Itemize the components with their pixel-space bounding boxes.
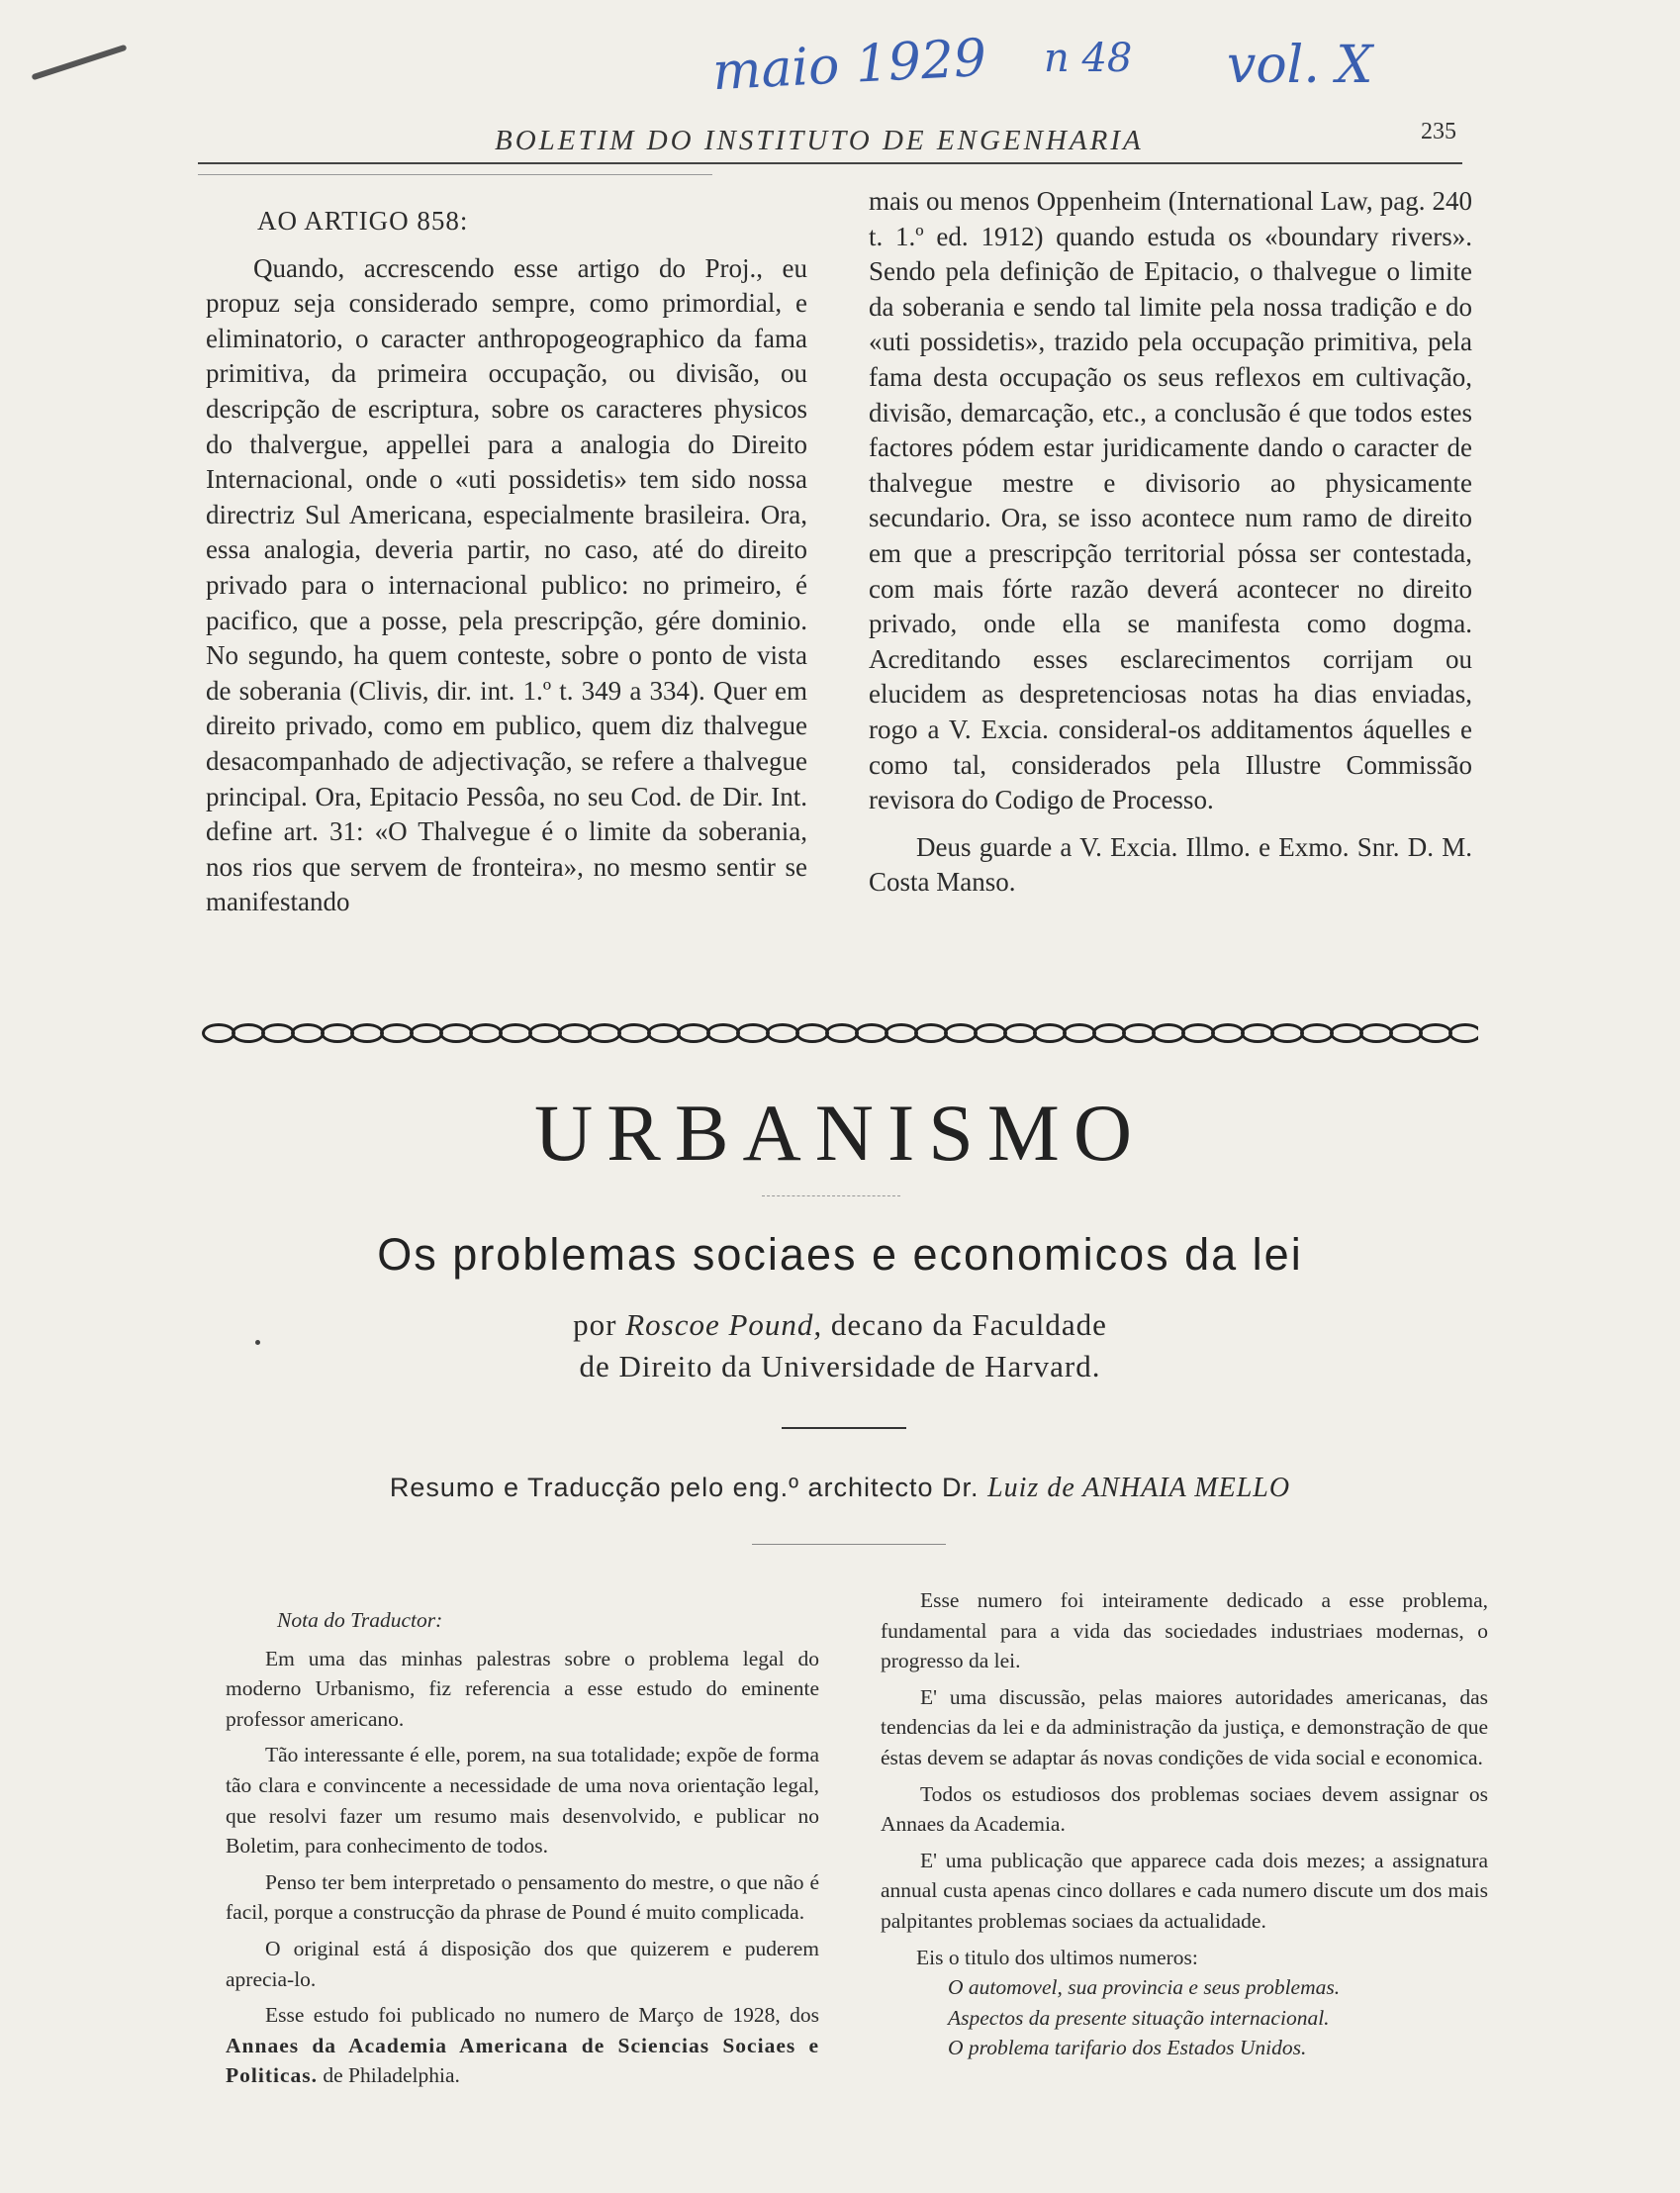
chain-link [1122,1023,1156,1043]
chain-link [1152,1023,1185,1043]
chain-link [291,1023,325,1043]
chain-link [1389,1023,1423,1043]
handwritten-issue-number: n 48 [1044,36,1133,81]
short-rule [782,1427,906,1429]
chain-link [914,1023,948,1043]
chain-link [350,1023,384,1043]
handwritten-volume: vol. X [1227,36,1373,95]
chain-link [321,1023,354,1043]
chain-link [1330,1023,1363,1043]
top-right-column [869,184,1472,901]
chain-link [588,1023,621,1043]
handwritten-annotation [712,28,1425,107]
chain-link [558,1023,592,1043]
article-heading: AO ARTIGO 858: [257,206,469,236]
top-left-column [206,204,807,920]
chain-link [1300,1023,1334,1043]
chain-link [1419,1023,1452,1043]
byline-line-2: de Direito da Universidade de Harvard. [579,1349,1101,1383]
running-title: BOLETIM DO INSTITUTO DE ENGENHARIA [495,125,1144,156]
translator-prefix: Resumo e Traducção pelo eng.º architecto Dr. [389,1473,980,1502]
paragraph: Em uma das minhas palestras sobre o problema legal do moderno Urbanismo, fiz referencia a esse estudo do eminente professor americano. [226,1646,819,1731]
chain-link [380,1023,414,1043]
chain-link [499,1023,532,1043]
pen-mark [32,45,128,81]
bottom-right-column [881,1585,1488,2063]
print-speck [255,1340,260,1345]
chain-link [439,1023,473,1043]
translator-name: Luiz de ANHAIA MELLO [987,1473,1291,1503]
chain-link [202,1023,235,1043]
chain-link [261,1023,295,1043]
byline-affiliation: decano da Faculdade [830,1307,1107,1342]
chain-link [1092,1023,1126,1043]
issue-title: O automovel, sua provincia e seus problemas. [948,1975,1341,2000]
chain-link [706,1023,740,1043]
byline [0,1304,1680,1387]
chain-link [1063,1023,1096,1043]
chain-link [885,1023,918,1043]
paragraph: O original está á disposição dos que quizerem e puderem aprecia-lo. [226,1936,819,1991]
chain-link [528,1023,562,1043]
paragraph-text: de Philadelphia. [323,2063,460,2088]
chain-link [944,1023,978,1043]
chain-link [617,1023,651,1043]
paragraph: Quando, accrescendo esse artigo do Proj., eu propuz seja considerado sempre, como primordial, e eliminatorio, o caracter anthropogeographico da fama primitiva, da primeira occupação, ou divisão, ou descripção de escriptura, sobre os caracteres physicos do thalvergue, appellei para a analogia do Direito Internacional, onde o «uti possidetis» tem sido nossa directriz Sul Americana, especialmente brasileira. Ora, essa analogia, deveria partir, no caso, até do direito privado para o internacional publico: no primeiro, é pacifico, que a posse, pela prescripção, gére dominio. No segundo, ha quem conteste, sobre o ponto de vista de soberania (Clivis, dir. int. 1.º t. 349 a 334). Quer em direito privado, como em publico, quem diz thalvegue desacompanhado de adjectivação, se refere a thalvegue principal. Ora, Epitacio Pessôa, no seu Cod. de Dir. Int. define art. 31: «O Thalvegue é o limite da soberania, nos rios que servem de fronteira», no mesmo sentir se manifestando [206,252,807,917]
paragraph [226,2000,819,2091]
header-divider [198,174,712,175]
paragraph: Penso ter bem interpretado o pensamento do mestre, o que não é facil, porque a construcção da phrase de Pound é muito complicada. [226,1869,819,1925]
chain-link [1448,1023,1478,1043]
page-number: 235 [1421,119,1456,144]
chain-link [410,1023,443,1043]
issue-titles-list [881,1972,1488,2063]
paragraph: E' uma discussão, pelas maiores autoridades americanas, das tendencias da lei e da administração da justiça, e demonstração de que éstas devem se adaptar ás novas condições de vida social e economica. [881,1684,1488,1769]
titles-intro: Eis o titulo dos ultimos numeros: [916,1945,1198,1969]
chain-link [647,1023,681,1043]
issue-title: O problema tarifario dos Estados Unidos. [948,2036,1307,2060]
translator-credit [0,1473,1680,1504]
paragraph: Todos os estudiosos dos problemas sociaes devem assignar os Annaes da Academia. [881,1781,1488,1837]
paragraph: Esse numero foi inteiramente dedicado a esse problema, fundamental para a vida das sociedades industriaes modernas, o progresso da lei. [881,1588,1488,1673]
chain-link [677,1023,710,1043]
chain-link [1241,1023,1274,1043]
bottom-left-column [226,1605,819,2091]
byline-line-1 [0,1304,1680,1346]
paragraph-text: Esse estudo foi publicado no numero de Março de 1928, dos [265,2003,819,2028]
chain-link [1033,1023,1067,1043]
chain-link [825,1023,859,1043]
issue-title: Aspectos da presente situação internacional. [948,2005,1330,2030]
chain-link [232,1023,265,1043]
running-header [198,117,1462,164]
paragraph: mais ou menos Oppenheim (International Law, pag. 240 t. 1.º ed. 1912) quando estuda os «boundary rivers». Sendo pela definição de Epitacio, o thalvegue o limite da soberania e sendo tal limite pela nossa tradição e do «uti possidetis», trazido pela occupação primitiva, pela fama desta occupação os seus reflexos em cultivação, divisão, demarcação, etc., a conclusão é que todos estes factores pódem estar juridicamente dando o caracter de thalvegue mestre e divisorio ao physicamente secundario. Ora, se isso acontece num ramo de direito em que a prescripção territorial póssa ser contestada, com mais fórte razão deverá acontecer no direito privado, onde ella se manifesta como dogma. Acreditando esses esclarecimentos corrijam ou elucidem as despretenciosas notas ha dias enviadas, rogo a V. Excia. consideral-os additamentos áquelles e como tal, considerados pela Illustre Commissão revisora do Codigo de Processo. [869,186,1472,815]
chain-link [795,1023,829,1043]
section-title: URBANISMO [533,1088,1147,1178]
paragraph: E' uma publicação que apparece cada dois mezes; a assignatura annual custa apenas cinco dollares e cada numero discute um dos mais palpitantes problemas sociaes da actualidade. [881,1848,1488,1933]
article-title: Os problemas sociaes e economicos da lei [377,1229,1303,1280]
chain-link [469,1023,503,1043]
chain-link [1211,1023,1245,1043]
chain-ornament-divider [202,1023,1478,1047]
chain-link [766,1023,799,1043]
handwritten-date: maio 1929 [710,28,988,103]
chain-link [736,1023,770,1043]
chain-link [1270,1023,1304,1043]
byline-prefix: por [573,1307,617,1342]
journal-name: Annaes da Academia Americana de Sciencias Sociaes e Politicas. [226,2033,819,2088]
note-heading: Nota do Traductor: [277,1608,443,1632]
author-name: Roscoe Pound, [625,1307,823,1342]
chain-link [855,1023,888,1043]
paragraph: Tão interessante é elle, porem, na sua totalidade; expõe de forma tão clara e convincente a necessidade de uma nova orientação legal, que resolvi fazer um resumo mais desenvolvido, e publicar no Boletim, para conhecimento de todos. [226,1743,819,1859]
short-rule [752,1544,946,1545]
chain-link [1359,1023,1393,1043]
closing-salutation: Deus guarde a V. Excia. Illmo. e Exmo. Snr. D. M. Costa Manso. [869,831,1472,898]
chain-link [974,1023,1007,1043]
chain-link [1003,1023,1037,1043]
chain-link [1181,1023,1215,1043]
section-divider [762,1195,900,1196]
